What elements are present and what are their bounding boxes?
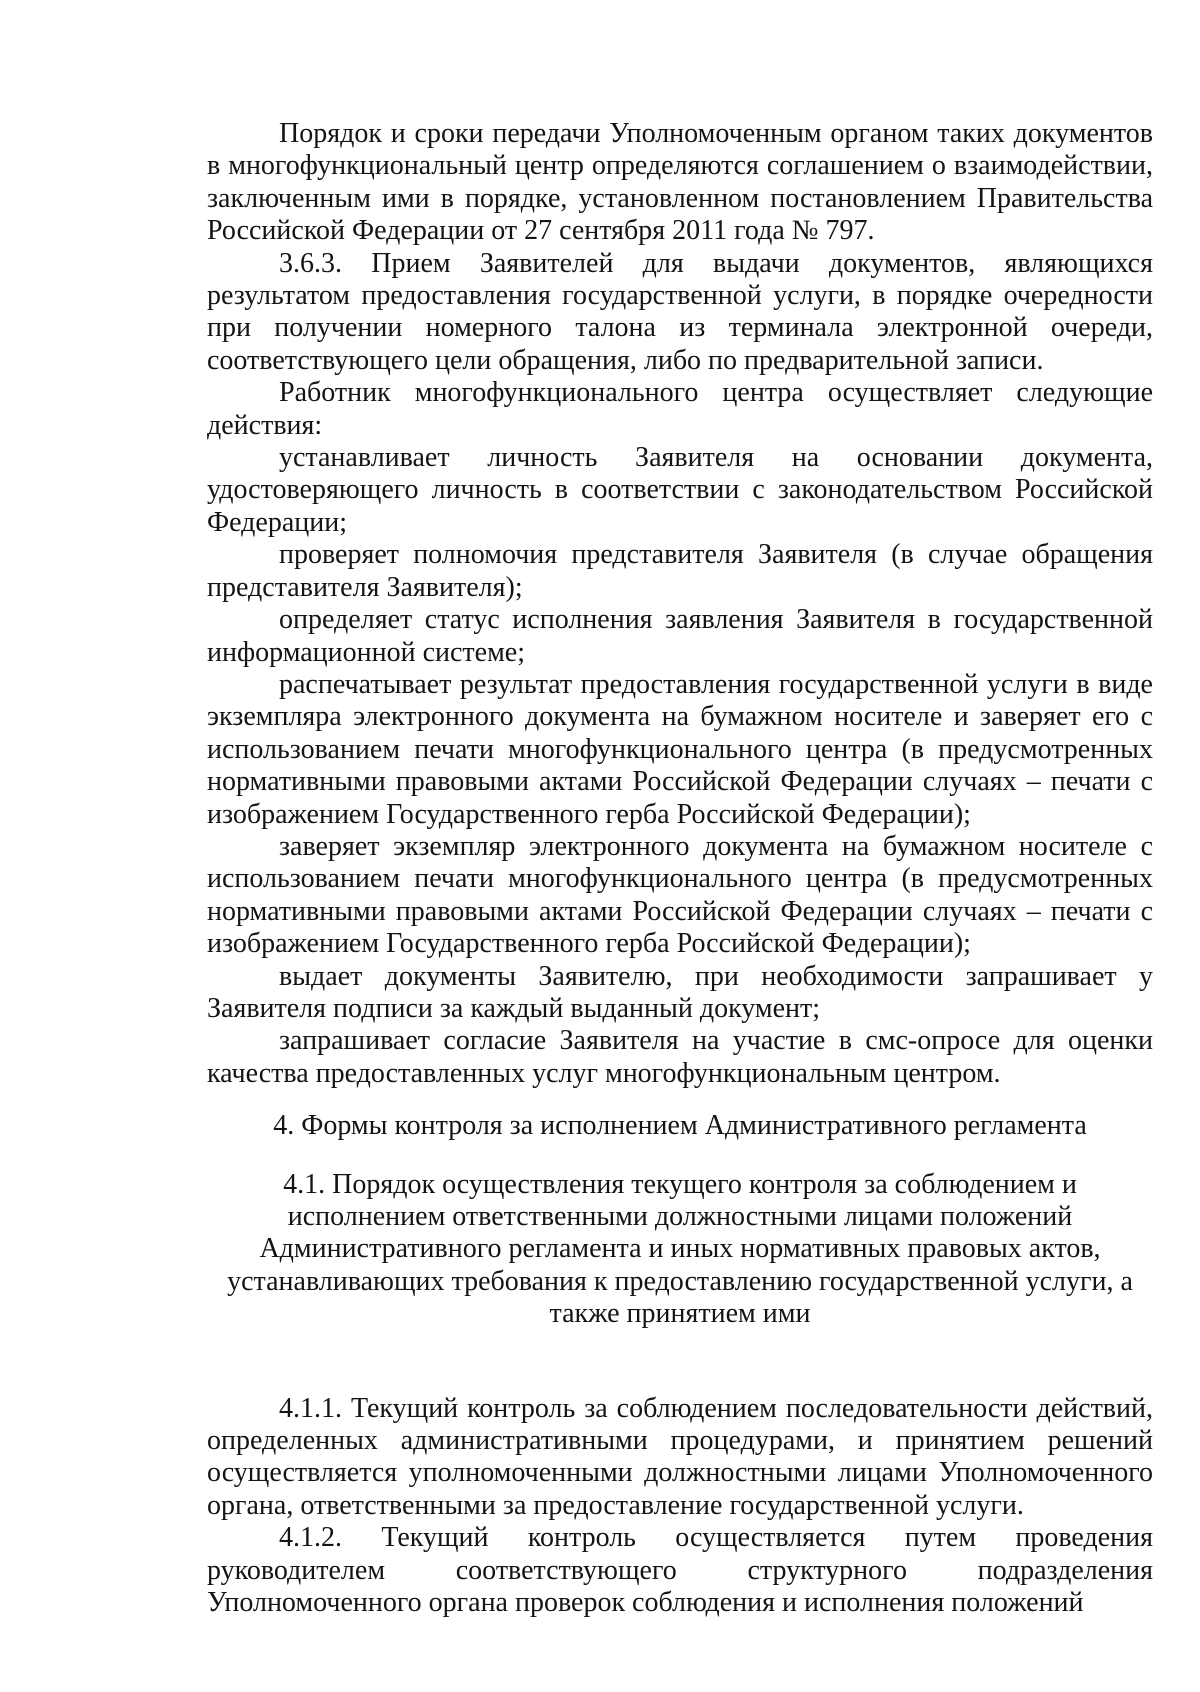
paragraph-4-1-2: 4.1.2. Текущий контроль осуществляется путем проведения руководителем соответствующего структурного подразделения Уполномоченного органа проверок соблюдения и исполнения положений (207, 1522, 1153, 1619)
list-item-issue-documents: выдает документы Заявителю, при необходимости запрашивает у Заявителя подписи за каждый выданный документ; (207, 960, 1153, 1024)
list-item-sms-survey: запрашивает согласие Заявителя на участие в смс-опросе для оценки качества предоставленных услуг многофункциональным центром. (207, 1025, 1153, 1089)
paragraph-3-6-3: 3.6.3. Прием Заявителей для выдачи документов, являющихся результатом предоставления государственной услуги, в порядке очередности при получении номерного талона из терминала электронной очереди, соответствующего цели обращения, либо по предварительной записи. (207, 247, 1153, 376)
list-item-authority-check: проверяет полномочия представителя Заявителя (в случае обращения представителя Заявителя); (207, 539, 1153, 603)
subsection-heading-line: исполнением ответственными должностными лицами положений (287, 1201, 1073, 1232)
list-item-certify-copy: заверяет экземпляр электронного документа на бумажном носителе с использованием печати многофункционального центра (в предусмотренных нормативными правовыми актами Российской Федерации случаях – печати с изображением Государственного герба Российской Федерации); (207, 830, 1153, 960)
paragraph-mfc-worker-actions: Работник многофункционального центра осуществляет следующие действия: (207, 377, 1153, 441)
list-item-print-result: распечатывает результат предоставления государственной услуги в виде экземпляра электронного документа на бумажном носителе и заверяет его с использованием печати многофункционального центра (в предусмотренных нормативными правовыми актами Российской Федерации случаях – печати с изображением Государственного герба Российской Федерации); (207, 668, 1153, 830)
subsection-heading-line: Административного регламента и иных нормативных правовых актов, (259, 1233, 1101, 1265)
subsection-heading-4-1 (207, 1169, 1153, 1331)
list-item-status: определяет статус исполнения заявления Заявителя в государственной информационной системе; (207, 604, 1153, 668)
subsection-heading-line: устанавливающих требования к предоставлению государственной услуги, а (227, 1265, 1133, 1297)
document-body (207, 118, 1153, 1619)
subsection-heading-line: 4.1. Порядок осуществления текущего контроля за соблюдением и (283, 1168, 1077, 1200)
paragraph-transfer-terms: Порядок и сроки передачи Уполномоченным органом таких документов в многофункциональный центр определяются соглашением о взаимодействии, заключенным ими в порядке, установленном постановлением Правительства Российской Федерации от 27 сентября 2011 года № 797. (207, 118, 1153, 247)
subsection-heading-line: также принятием ими (549, 1298, 811, 1330)
list-item-identity: устанавливает личность Заявителя на основании документа, удостоверяющего личность в соответствии с законодательством Российской Федерации; (207, 442, 1153, 538)
section-heading-4: 4. Формы контроля за исполнением Административного регламента (273, 1110, 1087, 1142)
paragraph-4-1-1: 4.1.1. Текущий контроль за соблюдением последовательности действий, определенных административными процедурами, и принятием решений осуществляется уполномоченными должностными лицами Уполномоченного органа, ответственными за предоставление государственной услуги. (207, 1392, 1153, 1521)
